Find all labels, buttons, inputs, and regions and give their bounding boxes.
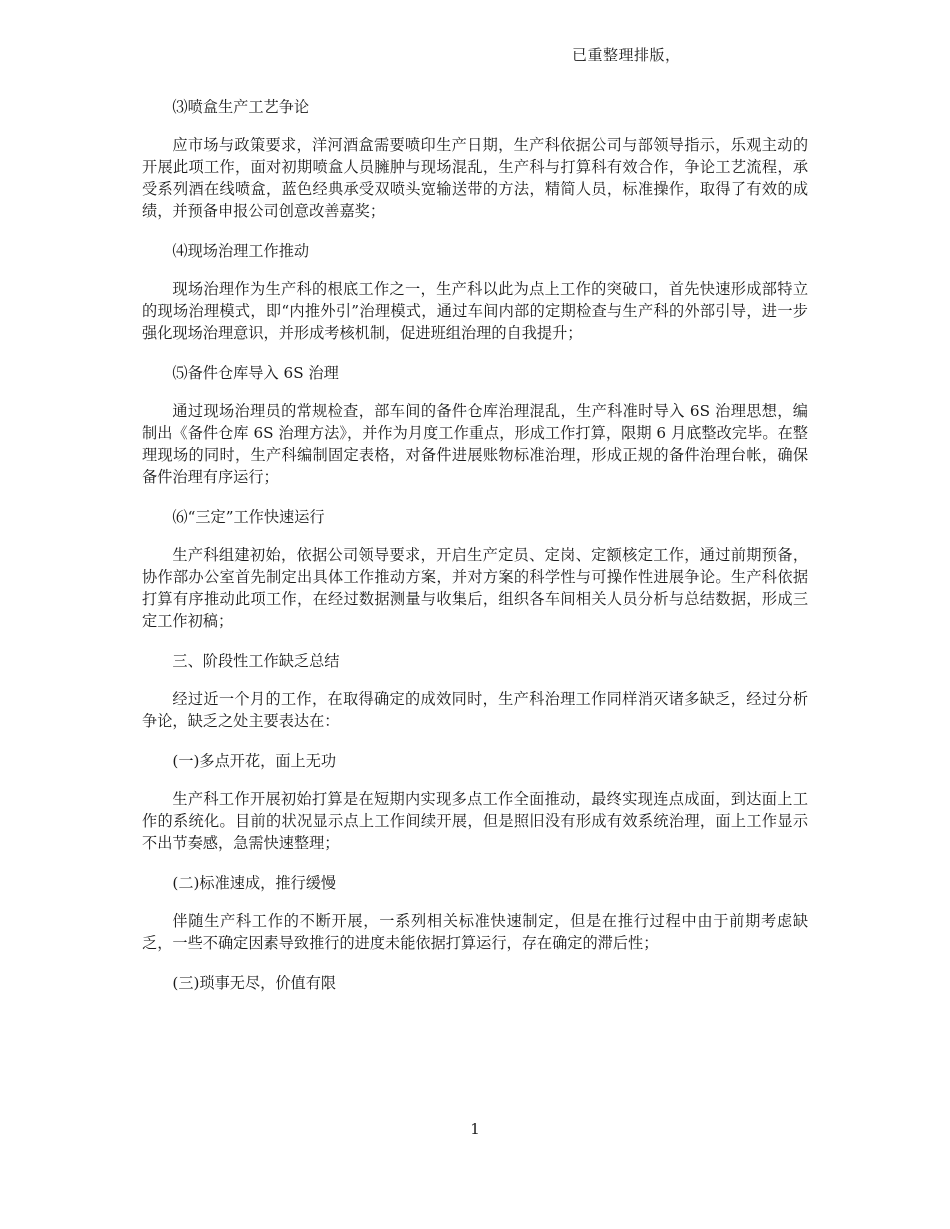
section-heading-4-site-management: ⑷现场治理工作推动	[172, 242, 310, 260]
paragraph-multi-point: 生产科工作开展初始打算是在短期内实现多点工作全面推动，最终实现连点成面，到达面上工作的系统化。目前的状况显示点上工作间续开展，但是照旧没有形成有效系统治理，面上工作显示不出节奏感，急需快速整理；	[142, 790, 808, 852]
page-number: 1	[470, 1120, 480, 1138]
section-heading-3-spray-box: ⑶喷盒生产工艺争论	[172, 98, 310, 116]
subheading-3-trivial-matters: (三)琐事无尽，价值有限	[172, 974, 337, 992]
subheading-1-multi-point: (一)多点开花，面上无功	[172, 752, 337, 770]
section-heading-shortcomings: 三、阶段性工作缺乏总结	[172, 652, 340, 670]
paragraph-spare-parts-6s: 通过现场治理员的常规检查，部车间的备件仓库治理混乱，生产科准时导入 6S 治理思想，编制出《备件仓库 6S 治理方法》，并作为月度工作重点，形成工作打算，限期 6 月底整改完毕。在整理现场的同时，生产科编制固定表格，对备件进展账物标准治理，形成正规的备件治理台帐，确保备件治理有序运行；	[142, 402, 808, 486]
paragraph-shortcomings-intro: 经过近一个月的工作，在取得确定的成效同时，生产科治理工作同样消灭诸多缺乏，经过分析争论，缺乏之处主要表达在：	[142, 690, 808, 730]
paragraph-spray-box: 应市场与政策要求，洋河酒盒需要喷印生产日期，生产科依据公司与部领导指示，乐观主动的开展此项工作，面对初期喷盒人员臃肿与现场混乱，生产科与打算科有效合作，争论工艺流程，承受系列酒在线喷盒，蓝色经典承受双喷头宽输送带的方法，精简人员，标准操作，取得了有效的成绩，并预备申报公司创意改善嘉奖；	[142, 136, 808, 220]
paragraph-site-management: 现场治理作为生产科的根底工作之一，生产科以此为点上工作的突破口，首先快速形成部特立的现场治理模式，即“内推外引”治理模式，通过车间内部的定期检查与生产科的外部引导，进一步强化现场治理意识，并形成考核机制，促进班组治理的自我提升；	[142, 280, 808, 342]
paragraph-three-fixed: 生产科组建初始，依据公司领导要求，开启生产定员、定岗、定额核定工作，通过前期预备，协作部办公室首先制定出具体工作推动方案，并对方案的科学性与可操作性进展争论。生产科依据打算有序推动此项工作，在经过数据测量与收集后，组织各车间相关人员分析与总结数据，形成三定工作初稿；	[142, 546, 808, 630]
section-heading-6-three-fixed: ⑹“三定”工作快速运行	[172, 508, 325, 526]
section-heading-5-spare-parts-6s: ⑸备件仓库导入 6S 治理	[172, 364, 339, 382]
header-note: 已重整理排版，	[572, 46, 681, 64]
subheading-2-standards: (二)标准速成，推行缓慢	[172, 874, 337, 892]
paragraph-standards: 伴随生产科工作的不断开展，一系列相关标准快速制定，但是在推行过程中由于前期考虑缺乏，一些不确定因素导致推行的进度未能依据打算运行，存在确定的滞后性；	[142, 912, 808, 952]
document-body	[142, 96, 808, 1010]
